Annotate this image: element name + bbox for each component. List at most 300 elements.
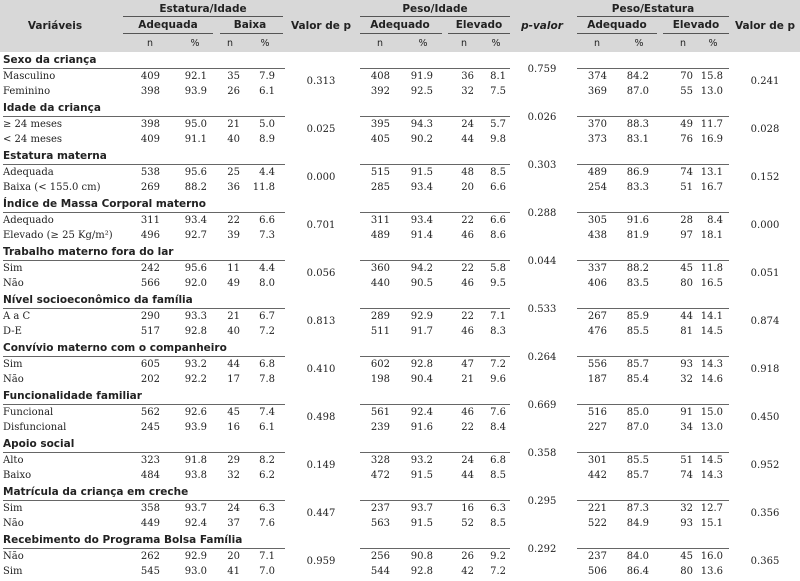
cell-value: 34 — [680, 422, 693, 433]
cell-value: 25 — [227, 167, 240, 178]
section-p1-value: 0.701 — [306, 220, 336, 231]
cell-value: 489 — [370, 230, 390, 241]
cell-value: 14.6 — [700, 374, 723, 385]
cell-value: 46 — [461, 278, 474, 289]
cell-value: 93.0 — [184, 566, 207, 577]
cell-value: 91.4 — [410, 230, 433, 241]
section-group-rule — [577, 260, 729, 261]
cell-value: 91.6 — [626, 215, 649, 226]
cell-value: 472 — [370, 470, 390, 481]
cell-value: 7.2 — [490, 359, 506, 370]
cell-value: 328 — [370, 455, 390, 466]
cell-value: 14.1 — [700, 311, 723, 322]
cell-value: 5.0 — [259, 119, 275, 130]
cell-value: 305 — [587, 215, 607, 226]
cell-value: 85.9 — [626, 311, 649, 322]
row-label: Não — [3, 278, 24, 289]
cell-value: 90.5 — [410, 278, 433, 289]
row-label: < 24 meses — [3, 134, 63, 145]
cell-value: 40 — [227, 326, 240, 337]
cell-value: 14.3 — [700, 359, 723, 370]
section-p2-value: 0.759 — [527, 64, 557, 75]
cell-value: 36 — [461, 71, 474, 82]
section-p1-value: 0.959 — [306, 556, 336, 567]
cell-value: 8.5 — [490, 518, 506, 529]
cell-value: 93.4 — [410, 215, 433, 226]
cell-value: 93.8 — [184, 470, 207, 481]
cell-value: 32 — [461, 86, 474, 97]
cell-value: 7.6 — [259, 518, 275, 529]
cell-value: 42 — [461, 566, 474, 577]
cell-value: 6.7 — [259, 311, 275, 322]
header-g3-pct2: % — [708, 38, 718, 49]
section-title-underline — [3, 548, 285, 549]
cell-value: 202 — [140, 374, 160, 385]
cell-value: 93.4 — [184, 215, 207, 226]
cell-value: 81.9 — [626, 230, 649, 241]
cell-value: 91 — [680, 407, 693, 418]
section-title-underline — [3, 308, 285, 309]
cell-value: 373 — [587, 134, 607, 145]
section-title: Sexo da criança — [3, 54, 97, 66]
cell-value: 44 — [680, 311, 693, 322]
section-group-rule — [360, 500, 510, 501]
cell-value: 267 — [587, 311, 607, 322]
row-label: Disfuncional — [3, 422, 67, 433]
cell-value: 92.7 — [184, 230, 207, 241]
cell-value: 358 — [140, 503, 160, 514]
cell-value: 8.3 — [490, 326, 506, 337]
cell-value: 84.0 — [626, 551, 649, 562]
cell-value: 6.8 — [490, 455, 506, 466]
section-title-underline — [3, 404, 285, 405]
cell-value: 8.4 — [707, 215, 723, 226]
cell-value: 88.2 — [626, 263, 649, 274]
cell-value: 7.2 — [259, 326, 275, 337]
section-p2-value: 0.358 — [527, 448, 557, 459]
header-g1-pct1: % — [190, 38, 200, 49]
cell-value: 44 — [461, 470, 474, 481]
cell-value: 8.0 — [259, 278, 275, 289]
cell-value: 239 — [370, 422, 390, 433]
cell-value: 6.6 — [490, 215, 506, 226]
row-label: Adequado — [3, 215, 54, 226]
section-p3-value: 0.874 — [750, 316, 780, 327]
section-title-underline — [3, 260, 285, 261]
cell-value: 398 — [140, 119, 160, 130]
header-variaveis: Variáveis — [27, 20, 83, 32]
header-group3-rule — [577, 16, 729, 17]
section-p3-value: 0.028 — [750, 124, 780, 135]
cell-value: 44 — [461, 134, 474, 145]
cell-value: 511 — [370, 326, 390, 337]
cell-value: 605 — [140, 359, 160, 370]
section-p1-value: 0.000 — [306, 172, 336, 183]
cell-value: 85.7 — [626, 359, 649, 370]
section-p3-value: 0.051 — [750, 268, 780, 279]
section-title: Matrícula da criança em creche — [3, 486, 189, 498]
section-title: Funcionalidade familiar — [3, 390, 142, 402]
cell-value: 285 — [370, 182, 390, 193]
cell-value: 8.5 — [490, 167, 506, 178]
cell-value: 484 — [140, 470, 160, 481]
cell-value: 97 — [680, 230, 693, 241]
cell-value: 8.2 — [259, 455, 275, 466]
cell-value: 92.8 — [410, 359, 433, 370]
section-p3-value: 0.918 — [750, 364, 780, 375]
cell-value: 16.0 — [700, 551, 723, 562]
header-g1-pct2: % — [260, 38, 270, 49]
cell-value: 81 — [680, 326, 693, 337]
cell-value: 29 — [227, 455, 240, 466]
section-p1-value: 0.056 — [306, 268, 336, 279]
cell-value: 45 — [680, 551, 693, 562]
cell-value: 91.6 — [410, 422, 433, 433]
section-title-underline — [3, 116, 285, 117]
cell-value: 7.1 — [490, 311, 506, 322]
cell-value: 85.5 — [626, 326, 649, 337]
header-valor-p-1: Valor de p — [290, 20, 352, 32]
cell-value: 409 — [140, 134, 160, 145]
section-3 — [0, 197, 800, 245]
section-p3-value: 0.952 — [750, 460, 780, 471]
header-g2-sub2-rule — [448, 33, 510, 34]
cell-value: 516 — [587, 407, 607, 418]
cell-value: 6.3 — [490, 503, 506, 514]
section-title: Apoio social — [3, 438, 75, 450]
cell-value: 92.8 — [184, 326, 207, 337]
header-g2-n1: n — [376, 38, 384, 49]
section-p2-value: 0.669 — [527, 400, 557, 411]
section-10 — [0, 533, 800, 581]
cell-value: 93.2 — [184, 359, 207, 370]
section-title: Índice de Massa Corporal materno — [3, 198, 206, 210]
cell-value: 311 — [370, 215, 390, 226]
cell-value: 86.9 — [626, 167, 649, 178]
cell-value: 323 — [140, 455, 160, 466]
section-2 — [0, 149, 800, 197]
cell-value: 91.9 — [410, 71, 433, 82]
cell-value: 187 — [587, 374, 607, 385]
section-p3-value: 0.152 — [750, 172, 780, 183]
cell-value: 51 — [680, 455, 693, 466]
cell-value: 90.2 — [410, 134, 433, 145]
cell-value: 476 — [587, 326, 607, 337]
header-valor-p-3: Valor de p — [734, 20, 796, 32]
cell-value: 7.5 — [490, 86, 506, 97]
header-g2-sub1: Adequado — [370, 19, 430, 31]
cell-value: 7.0 — [259, 566, 275, 577]
cell-value: 4.4 — [259, 167, 275, 178]
cell-value: 496 — [140, 230, 160, 241]
cell-value: 262 — [140, 551, 160, 562]
section-group-rule — [360, 308, 510, 309]
row-label: Masculino — [3, 71, 56, 82]
cell-value: 15.8 — [700, 71, 723, 82]
cell-value: 4.4 — [259, 263, 275, 274]
cell-value: 6.3 — [259, 503, 275, 514]
cell-value: 440 — [370, 278, 390, 289]
cell-value: 442 — [587, 470, 607, 481]
cell-value: 506 — [587, 566, 607, 577]
section-p3-value: 0.241 — [750, 76, 780, 87]
section-group-rule — [360, 260, 510, 261]
section-title-underline — [3, 452, 285, 453]
cell-value: 374 — [587, 71, 607, 82]
header-g3-n1: n — [593, 38, 601, 49]
header-g1-sub2: Baixa — [233, 19, 267, 31]
cell-value: 49 — [227, 278, 240, 289]
cell-value: 24 — [461, 455, 474, 466]
cell-value: 13.6 — [700, 566, 723, 577]
cell-value: 92.8 — [410, 566, 433, 577]
section-p3-value: 0.356 — [750, 508, 780, 519]
cell-value: 6.6 — [259, 215, 275, 226]
cell-value: 93.4 — [410, 182, 433, 193]
cell-value: 88.2 — [184, 182, 207, 193]
cell-value: 16 — [227, 422, 240, 433]
cell-value: 269 — [140, 182, 160, 193]
cell-value: 22 — [461, 263, 474, 274]
cell-value: 92.1 — [184, 71, 207, 82]
cell-value: 36 — [227, 182, 240, 193]
cell-value: 11 — [227, 263, 240, 274]
header-group-peso-estatura: Peso/Estatura — [611, 3, 695, 15]
cell-value: 221 — [587, 503, 607, 514]
cell-value: 6.1 — [259, 422, 275, 433]
cell-value: 91.8 — [184, 455, 207, 466]
row-label: Funcional — [3, 407, 54, 418]
cell-value: 7.9 — [259, 71, 275, 82]
cell-value: 9.2 — [490, 551, 506, 562]
section-group-rule — [577, 116, 729, 117]
cell-value: 517 — [140, 326, 160, 337]
cell-value: 237 — [370, 503, 390, 514]
section-group-rule — [360, 404, 510, 405]
header-g3-sub1: Adequado — [587, 19, 647, 31]
header-group-peso-idade: Peso/Idade — [402, 3, 468, 15]
cell-value: 93 — [680, 359, 693, 370]
cell-value: 88.3 — [626, 119, 649, 130]
cell-value: 92.4 — [410, 407, 433, 418]
cell-value: 22 — [461, 311, 474, 322]
cell-value: 26 — [227, 86, 240, 97]
cell-value: 92.4 — [184, 518, 207, 529]
row-label: Alto — [3, 455, 24, 466]
header-g1-sub1: Adequada — [138, 19, 198, 31]
section-title: Convívio materno com o companheiro — [3, 342, 227, 354]
header-g2-n2: n — [460, 38, 468, 49]
cell-value: 24 — [227, 503, 240, 514]
section-p3-value: 0.450 — [750, 412, 780, 423]
section-title-underline — [3, 356, 285, 357]
cell-value: 45 — [680, 263, 693, 274]
cell-value: 237 — [587, 551, 607, 562]
cell-value: 41 — [227, 566, 240, 577]
cell-value: 13.0 — [700, 86, 723, 97]
cell-value: 32 — [227, 470, 240, 481]
cell-value: 12.7 — [700, 503, 723, 514]
cell-value: 87.0 — [626, 422, 649, 433]
cell-value: 408 — [370, 71, 390, 82]
section-p2-value: 0.533 — [527, 304, 557, 315]
cell-value: 37 — [227, 518, 240, 529]
cell-value: 85.0 — [626, 407, 649, 418]
cell-value: 93.7 — [410, 503, 433, 514]
cell-value: 406 — [587, 278, 607, 289]
cell-value: 95.6 — [184, 167, 207, 178]
section-p1-value: 0.313 — [306, 76, 336, 87]
section-group-rule — [577, 356, 729, 357]
section-group-rule — [577, 404, 729, 405]
cell-value: 84.2 — [626, 71, 649, 82]
cell-value: 16 — [461, 503, 474, 514]
section-p2-value: 0.303 — [527, 160, 557, 171]
cell-value: 83.5 — [626, 278, 649, 289]
cell-value: 21 — [227, 119, 240, 130]
cell-value: 301 — [587, 455, 607, 466]
cell-value: 14.3 — [700, 470, 723, 481]
cell-value: 11.8 — [700, 263, 723, 274]
cell-value: 5.8 — [490, 263, 506, 274]
header-g3-sub1-rule — [577, 33, 657, 34]
section-group-rule — [577, 500, 729, 501]
cell-value: 46 — [461, 230, 474, 241]
cell-value: 449 — [140, 518, 160, 529]
cell-value: 311 — [140, 215, 160, 226]
section-group-rule — [360, 164, 510, 165]
section-group-rule — [577, 164, 729, 165]
cell-value: 198 — [370, 374, 390, 385]
cell-value: 16.7 — [700, 182, 723, 193]
section-title-underline — [3, 164, 285, 165]
cell-value: 70 — [680, 71, 693, 82]
cell-value: 92.6 — [184, 407, 207, 418]
cell-value: 49 — [680, 119, 693, 130]
cell-value: 561 — [370, 407, 390, 418]
cell-value: 17 — [227, 374, 240, 385]
cell-value: 91.5 — [410, 470, 433, 481]
section-title: Recebimento do Programa Bolsa Família — [3, 534, 243, 546]
cell-value: 8.4 — [490, 422, 506, 433]
cell-value: 87.0 — [626, 86, 649, 97]
cell-value: 93.9 — [184, 422, 207, 433]
section-p1-value: 0.813 — [306, 316, 336, 327]
section-group-rule — [577, 548, 729, 549]
cell-value: 94.2 — [410, 263, 433, 274]
header-g2-sub1-rule — [360, 33, 442, 34]
cell-value: 438 — [587, 230, 607, 241]
cell-value: 16.5 — [700, 278, 723, 289]
header-g3-n2: n — [679, 38, 687, 49]
row-label: Baixa (< 155.0 cm) — [3, 182, 101, 193]
cell-value: 9.8 — [490, 134, 506, 145]
cell-value: 93.2 — [410, 455, 433, 466]
section-title-underline — [3, 68, 285, 69]
section-8 — [0, 437, 800, 485]
section-p1-value: 0.447 — [306, 508, 336, 519]
cell-value: 556 — [587, 359, 607, 370]
section-title: Idade da criança — [3, 102, 101, 114]
row-label: ≥ 24 meses — [3, 119, 63, 130]
cell-value: 93.7 — [184, 503, 207, 514]
header-g2-pct2: % — [491, 38, 501, 49]
cell-value: 9.6 — [490, 374, 506, 385]
cell-value: 545 — [140, 566, 160, 577]
cell-value: 93.3 — [184, 311, 207, 322]
cell-value: 14.5 — [700, 326, 723, 337]
cell-value: 8.6 — [490, 230, 506, 241]
cell-value: 46 — [461, 407, 474, 418]
cell-value: 6.6 — [490, 182, 506, 193]
cell-value: 94.3 — [410, 119, 433, 130]
section-title: Estatura materna — [3, 150, 107, 162]
cell-value: 14.5 — [700, 455, 723, 466]
cell-value: 74 — [680, 470, 693, 481]
section-9 — [0, 485, 800, 533]
cell-value: 83.3 — [626, 182, 649, 193]
cell-value: 86.4 — [626, 566, 649, 577]
cell-value: 24 — [461, 119, 474, 130]
cell-value: 91.1 — [184, 134, 207, 145]
section-6 — [0, 341, 800, 389]
section-group-rule — [360, 68, 510, 69]
header-g1-n2: n — [226, 38, 234, 49]
cell-value: 290 — [140, 311, 160, 322]
cell-value: 21 — [461, 374, 474, 385]
section-p1-value: 0.149 — [306, 460, 336, 471]
cell-value: 47 — [461, 359, 474, 370]
cell-value: 9.5 — [490, 278, 506, 289]
section-group-rule — [577, 212, 729, 213]
cell-value: 93 — [680, 518, 693, 529]
cell-value: 16.9 — [700, 134, 723, 145]
cell-value: 7.4 — [259, 407, 275, 418]
cell-value: 55 — [680, 86, 693, 97]
cell-value: 52 — [461, 518, 474, 529]
section-p2-value: 0.288 — [527, 208, 557, 219]
cell-value: 13.1 — [700, 167, 723, 178]
section-1 — [0, 101, 800, 149]
header-g3-sub2-rule — [663, 33, 729, 34]
header-g2-pct1: % — [418, 38, 428, 49]
header-group-estatura-idade: Estatura/Idade — [159, 3, 247, 15]
cell-value: 6.8 — [259, 359, 275, 370]
row-label: Feminino — [3, 86, 51, 97]
section-p3-value: 0.000 — [750, 220, 780, 231]
cell-value: 522 — [587, 518, 607, 529]
cell-value: 91.5 — [410, 167, 433, 178]
cell-value: 7.6 — [490, 407, 506, 418]
cell-value: 11.8 — [252, 182, 275, 193]
cell-value: 92.9 — [184, 551, 207, 562]
section-5 — [0, 293, 800, 341]
cell-value: 395 — [370, 119, 390, 130]
cell-value: 22 — [461, 422, 474, 433]
cell-value: 369 — [587, 86, 607, 97]
cell-value: 51 — [680, 182, 693, 193]
row-label: Elevado (≥ 25 Kg/m²) — [3, 230, 113, 241]
row-label: Não — [3, 374, 24, 385]
header-group1-rule — [123, 16, 283, 17]
cell-value: 28 — [680, 215, 693, 226]
cell-value: 40 — [227, 134, 240, 145]
cell-value: 45 — [227, 407, 240, 418]
cell-value: 7.2 — [490, 566, 506, 577]
cell-value: 20 — [227, 551, 240, 562]
cell-value: 35 — [227, 71, 240, 82]
section-title: Trabalho materno fora do lar — [3, 246, 174, 258]
